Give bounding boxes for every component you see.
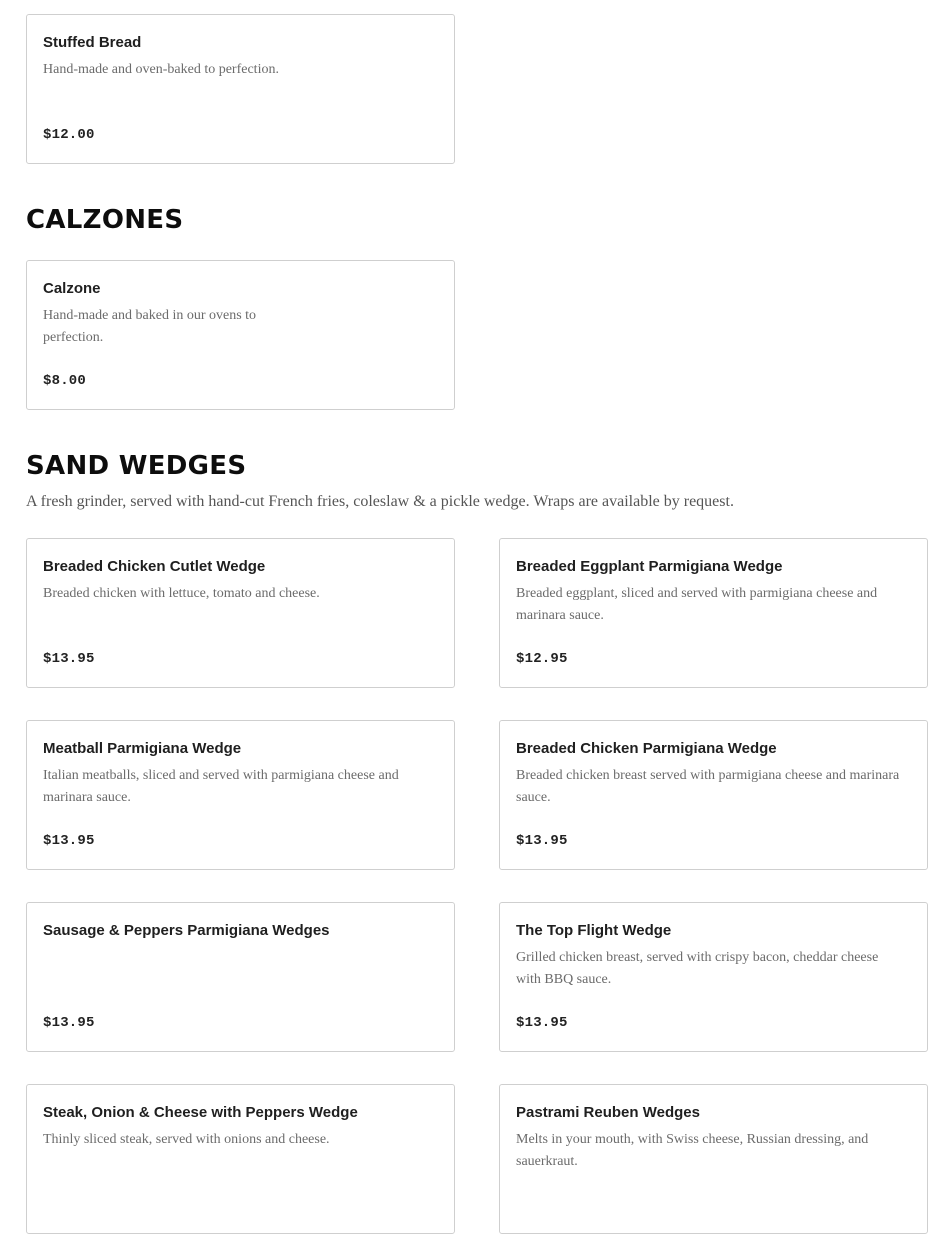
menu-item-price: $13.95	[516, 1015, 568, 1031]
menu-item-name: Breaded Chicken Cutlet Wedge	[43, 558, 266, 575]
menu-item-card[interactable]	[26, 1084, 455, 1234]
menu-item-name: Meatball Parmigiana Wedge	[43, 740, 242, 757]
menu-item-description: Melts in your mouth, with Swiss cheese, Russian dressing, and sauerkraut.	[516, 1132, 869, 1169]
menu-item-name: Steak, Onion & Cheese with Peppers Wedge	[43, 1104, 358, 1121]
menu-item-card[interactable]	[26, 720, 455, 870]
menu-item-description: Breaded chicken breast served with parmigiana cheese and marinara sauce.	[516, 768, 900, 805]
menu-item-card[interactable]	[499, 1084, 928, 1234]
menu-item-card[interactable]	[499, 902, 928, 1052]
menu-item-card[interactable]	[499, 720, 928, 870]
menu-item-price: $12.95	[516, 651, 568, 667]
menu-item-name: Breaded Chicken Parmigiana Wedge	[516, 740, 777, 757]
menu-item-description: Thinly sliced steak, served with onions and cheese.	[43, 1132, 330, 1147]
menu-item-price: $13.95	[43, 651, 95, 667]
menu-item-price: $13.95	[43, 1015, 95, 1031]
menu-item-card[interactable]	[26, 14, 455, 164]
menu-item-price: $13.95	[43, 833, 95, 849]
menu-item-description: Breaded eggplant, sliced and served with parmigiana cheese and marinara sauce.	[516, 586, 878, 623]
menu-item-price: $12.00	[43, 127, 95, 143]
menu-item-description: Breaded chicken with lettuce, tomato and cheese.	[43, 586, 320, 601]
menu-item-name: Breaded Eggplant Parmigiana Wedge	[516, 558, 783, 575]
menu-item-card[interactable]	[26, 538, 455, 688]
menu-item-name: Stuffed Bread	[43, 34, 142, 51]
menu-item-card[interactable]	[26, 260, 455, 410]
section-description: A fresh grinder, served with hand-cut French fries, coleslaw & a pickle wedge. Wraps are available by request.	[26, 493, 734, 510]
menu-item-name: Sausage & Peppers Parmigiana Wedges	[43, 922, 330, 939]
menu-item-card[interactable]	[499, 538, 928, 688]
menu-item-name: Pastrami Reuben Wedges	[516, 1104, 700, 1121]
section-title-calzones: CALZONES	[26, 205, 184, 235]
menu-item-description: Italian meatballs, sliced and served with parmigiana cheese and marinara sauce.	[43, 768, 399, 805]
menu-item-name: Calzone	[43, 280, 101, 297]
menu-item-description: Grilled chicken breast, served with crispy bacon, cheddar cheese with BBQ sauce.	[516, 950, 879, 987]
menu-item-description: Hand-made and baked in our ovens to perfection.	[43, 308, 257, 345]
menu-item-name: The Top Flight Wedge	[516, 922, 672, 939]
menu-item-description: Hand-made and oven-baked to perfection.	[43, 62, 279, 77]
section-title-sand-wedges: SAND WEDGES	[26, 451, 247, 481]
menu-item-price: $13.95	[516, 833, 568, 849]
menu-item-price: $8.00	[43, 373, 87, 389]
menu-item-card[interactable]	[26, 902, 455, 1052]
